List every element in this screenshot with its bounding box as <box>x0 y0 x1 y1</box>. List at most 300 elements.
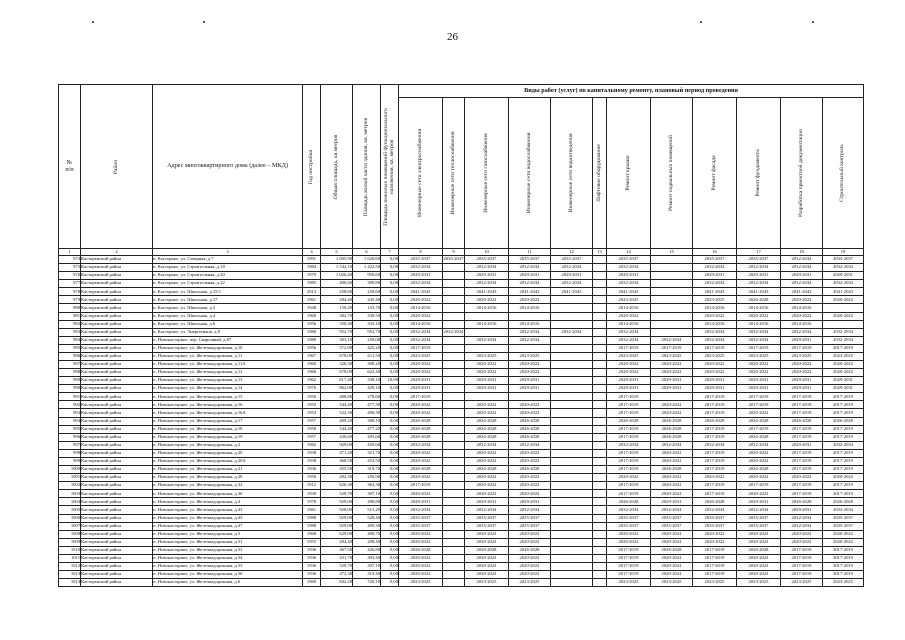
work-period-cell: 2026-2028 <box>399 546 443 554</box>
work-period-cell: 2035-2037 <box>651 514 693 522</box>
nonres-area-cell: 0,00 <box>381 579 399 587</box>
table-row <box>59 385 864 393</box>
page-number: 26 <box>447 31 458 43</box>
district-cell: Касторенский район <box>81 562 153 570</box>
table-row <box>59 482 864 490</box>
work-period-cell: 2032-2034 <box>399 264 443 272</box>
work-period-cell: 2017-2019 <box>823 466 864 474</box>
work-period-cell: 2014-2016 <box>737 304 781 312</box>
work-period-cell <box>551 361 593 369</box>
address-cell: п. Новокасторное, ул. Железнодорожная, д.54 <box>153 554 303 562</box>
table-row <box>59 344 864 352</box>
work-period-cell: 2026-2028 <box>737 546 781 554</box>
work-period-cell: 2020-2022 <box>509 530 551 538</box>
work-period-cell: 2032-2034 <box>823 506 864 514</box>
table-row <box>59 336 864 344</box>
work-period-cell: 2026-2028 <box>399 417 443 425</box>
work-period-cell <box>443 336 465 344</box>
work-period-cell: 2020-2022 <box>509 361 551 369</box>
nonres-area-cell: 0,00 <box>381 264 399 272</box>
work-period-cell <box>593 474 607 482</box>
work-period-cell: 2020-2022 <box>781 312 823 320</box>
total-area-cell: 929,00 <box>321 522 353 530</box>
work-period-cell <box>593 377 607 385</box>
living-area-cell: 528,40 <box>353 514 381 522</box>
table-row <box>59 441 864 449</box>
table-row <box>59 417 864 425</box>
work-period-cell: 2020-2022 <box>823 369 864 377</box>
living-area-cell: 208,40 <box>353 538 381 546</box>
address-cell: п. Новокасторное, ул. Железнодорожная, д.28 <box>153 474 303 482</box>
work-period-cell: 2017-2019 <box>823 409 864 417</box>
year-cell: 1957 <box>303 433 321 441</box>
work-period-cell: 2020-2022 <box>607 538 651 546</box>
work-period-cell <box>651 320 693 328</box>
year-cell: 1961 <box>303 506 321 514</box>
work-period-cell: 2020-2022 <box>509 457 551 465</box>
work-period-cell <box>551 425 593 433</box>
year-cell: 1962 <box>303 377 321 385</box>
nonres-area-cell: 0,00 <box>381 385 399 393</box>
work-period-cell: 2020-2022 <box>399 554 443 562</box>
address-cell: п. Новокасторное, ул. Железнодорожная, д.11А <box>153 361 303 369</box>
work-period-cell: 2020-2022 <box>607 530 651 538</box>
work-period-cell <box>551 466 593 474</box>
nonres-area-cell: 18,90 <box>381 377 399 385</box>
work-period-cell: 2017-2019 <box>607 449 651 457</box>
work-period-cell <box>551 514 593 522</box>
address-cell: п. Новокасторное, ул. Железнодорожная, д.10 <box>153 344 303 352</box>
column-number: 18 <box>781 249 823 256</box>
row-number: 991 <box>59 393 81 401</box>
nonres-area-cell: 0,00 <box>381 530 399 538</box>
total-area-cell: 490,60 <box>321 280 353 288</box>
row-number: 979 <box>59 296 81 304</box>
work-period-cell: 2035-2037 <box>651 522 693 530</box>
work-period-cell: 2023-2025 <box>607 296 651 304</box>
work-period-cell: 2029-2031 <box>693 272 737 280</box>
table-row <box>59 514 864 522</box>
living-area-cell: 720,10 <box>353 579 381 587</box>
work-period-cell: 2017-2019 <box>823 490 864 498</box>
total-area-cell: 431,70 <box>321 554 353 562</box>
work-period-cell: 2017-2019 <box>607 466 651 474</box>
work-period-cell <box>443 466 465 474</box>
column-number: 8 <box>399 249 443 256</box>
work-period-cell: 2032-2034 <box>693 441 737 449</box>
work-period-cell <box>593 530 607 538</box>
work-period-cell: 2017-2019 <box>781 571 823 579</box>
district-cell: Касторенский район <box>81 530 153 538</box>
total-area-cell: 629,00 <box>321 530 353 538</box>
work-period-cell <box>551 417 593 425</box>
work-period-cell: 2017-2019 <box>607 571 651 579</box>
work-period-cell <box>593 401 607 409</box>
district-cell: Касторенский район <box>81 393 153 401</box>
year-cell: 1988 <box>303 522 321 530</box>
work-period-cell: 2020-2022 <box>465 562 509 570</box>
work-period-cell <box>551 562 593 570</box>
work-period-cell: 2032-2034 <box>781 514 823 522</box>
address-cell: п. Новокасторное, пер. Сварочный, д.87 <box>153 336 303 344</box>
row-number: 989 <box>59 377 81 385</box>
total-area-cell: 862,00 <box>321 385 353 393</box>
table-row <box>59 288 864 296</box>
work-period-cell: 2017-2019 <box>781 466 823 474</box>
work-period-cell: 2029-2031 <box>607 385 651 393</box>
work-period-cell <box>593 433 607 441</box>
total-area-cell: 409,20 <box>321 417 353 425</box>
living-area-cell: 1 620,60 <box>353 256 381 264</box>
address-cell: п. Касторное, ул. Строительная, д.22 <box>153 280 303 288</box>
work-period-cell: 2032-2034 <box>823 280 864 288</box>
work-period-cell: 2020-2022 <box>693 474 737 482</box>
work-period-cell: 2017-2019 <box>607 433 651 441</box>
year-cell: 1953 <box>303 409 321 417</box>
column-number: 3 <box>153 249 303 256</box>
work-period-cell: 2041-2043 <box>781 288 823 296</box>
nonres-area-cell: 0,00 <box>381 328 399 336</box>
col-header-work-10 <box>737 98 781 249</box>
year-cell: 1938 <box>303 457 321 465</box>
work-period-cell: 2017-2019 <box>607 409 651 417</box>
work-period-cell: 2026-2028 <box>737 417 781 425</box>
nonres-area-cell: 0,00 <box>381 474 399 482</box>
row-number: 992 <box>59 401 81 409</box>
total-area-cell: 1 542,10 <box>321 264 353 272</box>
work-period-cell: 2029-2031 <box>781 385 823 393</box>
nonres-area-cell: 0,00 <box>381 417 399 425</box>
work-period-cell: 2032-2034 <box>399 441 443 449</box>
work-period-cell: 2035-2037 <box>693 522 737 530</box>
work-period-cell: 2014-2016 <box>509 304 551 312</box>
address-cell: п. Новокасторное, ул. Железнодорожная, д.20А <box>153 457 303 465</box>
address-cell: п. Новокасторное, ул. Железнодорожная, д.5 <box>153 530 303 538</box>
work-period-cell: 2023-2025 <box>465 579 509 587</box>
work-period-cell: 2017-2019 <box>693 344 737 352</box>
address-cell: п. Новокасторное, ул. Железнодорожная, д.4 <box>153 498 303 506</box>
living-area-cell: 499,30 <box>353 522 381 530</box>
address-cell: п. Новокасторное, ул. Железнодорожная, д.45 <box>153 514 303 522</box>
work-period-cell <box>593 256 607 264</box>
work-period-cell: 2020-2022 <box>465 482 509 490</box>
nonres-area-cell: 0,00 <box>381 304 399 312</box>
work-period-cell: 2032-2034 <box>509 441 551 449</box>
work-period-cell <box>551 320 593 328</box>
year-cell: 1958 <box>303 425 321 433</box>
work-period-cell: 2020-2022 <box>399 361 443 369</box>
work-period-cell: 2029-2031 <box>399 272 443 280</box>
district-cell: Касторенский район <box>81 514 153 522</box>
district-cell: Касторенский район <box>81 296 153 304</box>
work-period-cell <box>651 288 693 296</box>
district-cell: Касторенский район <box>81 280 153 288</box>
work-period-cell: 2035-2037 <box>465 256 509 264</box>
column-number: 19 <box>823 249 864 256</box>
work-period-cell: 2020-2022 <box>737 554 781 562</box>
work-period-cell: 2017-2019 <box>693 449 737 457</box>
work-period-cell: 2017-2019 <box>693 401 737 409</box>
total-area-cell: 284,40 <box>321 296 353 304</box>
work-period-cell: 2029-2031 <box>737 377 781 385</box>
work-period-cell: 2032-2034 <box>607 336 651 344</box>
year-cell: 1982 <box>303 441 321 449</box>
work-period-cell: 2026-2028 <box>465 466 509 474</box>
row-number: 987 <box>59 361 81 369</box>
work-period-cell: 2026-2028 <box>781 498 823 506</box>
total-area-cell: 472,30 <box>321 571 353 579</box>
nonres-area-cell: 0,00 <box>381 546 399 554</box>
district-cell: Касторенский район <box>81 449 153 457</box>
work-period-cell: 2041-2043 <box>399 288 443 296</box>
work-period-cell: 2026-2028 <box>509 425 551 433</box>
nonres-area-cell: 0,00 <box>381 256 399 264</box>
work-period-cell: 2020-2022 <box>823 474 864 482</box>
work-period-cell: 2041-2043 <box>737 288 781 296</box>
living-area-cell: 956,60 <box>353 272 381 280</box>
work-period-cell: 2035-2037 <box>607 522 651 530</box>
column-number: 15 <box>651 249 693 256</box>
work-period-cell <box>443 514 465 522</box>
work-period-cell: 2020-2022 <box>693 312 737 320</box>
living-area-cell: 453,50 <box>353 457 381 465</box>
total-area-cell: 529,70 <box>321 490 353 498</box>
work-period-cell <box>593 457 607 465</box>
row-number: 976 <box>59 272 81 280</box>
work-period-cell: 2032-2034 <box>823 328 864 336</box>
work-period-cell: 2017-2019 <box>823 425 864 433</box>
work-period-cell: 2017-2019 <box>823 571 864 579</box>
row-number: 981 <box>59 312 81 320</box>
work-period-cell: 2020-2022 <box>465 457 509 465</box>
work-period-cell: 2020-2022 <box>465 401 509 409</box>
col-header-work-2-text: Инженерные сети теплоснабжения <box>449 131 456 215</box>
table-body <box>59 249 864 587</box>
work-period-cell <box>551 498 593 506</box>
work-period-cell: 2026-2028 <box>737 296 781 304</box>
district-cell: Касторенский район <box>81 571 153 579</box>
table-row <box>59 256 864 264</box>
address-cell: п. Касторное, ул. Строительная, д.20 <box>153 272 303 280</box>
table-row <box>59 571 864 579</box>
year-cell: 1979 <box>303 272 321 280</box>
work-period-cell <box>551 369 593 377</box>
work-period-cell: 2017-2019 <box>823 554 864 562</box>
work-period-cell: 2032-2034 <box>551 280 593 288</box>
row-number: 975 <box>59 264 81 272</box>
work-period-cell: 2020-2022 <box>737 449 781 457</box>
work-period-cell: 2020-2022 <box>651 449 693 457</box>
work-period-cell <box>443 304 465 312</box>
work-period-cell: 2020-2022 <box>509 490 551 498</box>
work-period-cell: 2020-2022 <box>737 474 781 482</box>
work-period-cell: 2020-2022 <box>651 482 693 490</box>
nonres-area-cell: 0,00 <box>381 320 399 328</box>
work-period-cell: 2020-2022 <box>823 312 864 320</box>
work-period-cell <box>593 320 607 328</box>
work-period-cell: 2017-2019 <box>737 425 781 433</box>
living-area-cell: 308,10 <box>353 417 381 425</box>
work-period-cell: 2035-2037 <box>607 256 651 264</box>
address-cell: п. Новокасторное, ул. Железнодорожная, д.56 <box>153 571 303 579</box>
table-row <box>59 498 864 506</box>
total-area-cell: 929,00 <box>321 514 353 522</box>
work-period-cell: 2032-2034 <box>399 280 443 288</box>
nonres-area-cell: 0,00 <box>381 554 399 562</box>
address-cell: п. Новокасторное, ул. Железнодорожная, д.47 <box>153 522 303 530</box>
work-period-cell <box>443 401 465 409</box>
work-period-cell: 2026-2028 <box>509 433 551 441</box>
work-period-cell: 2026-2028 <box>509 546 551 554</box>
header-row-group <box>59 85 864 98</box>
work-period-cell: 2029-2031 <box>509 498 551 506</box>
work-period-cell <box>593 409 607 417</box>
work-period-cell: 2017-2019 <box>693 546 737 554</box>
work-period-cell <box>593 490 607 498</box>
work-period-cell: 2023-2025 <box>465 352 509 360</box>
col-header-work-10-text: Ремонт фундамента <box>754 149 761 197</box>
work-period-cell: 2023-2025 <box>693 579 737 587</box>
work-period-cell: 2020-2022 <box>465 474 509 482</box>
year-cell: 1956 <box>303 344 321 352</box>
year-cell: 1966 <box>303 369 321 377</box>
work-period-cell <box>651 264 693 272</box>
work-period-cell: 2020-2022 <box>651 369 693 377</box>
column-number: 6 <box>353 249 381 256</box>
work-period-cell: 2020-2022 <box>509 538 551 546</box>
address-cell: п. Новокасторное, ул. Железнодорожная, д.12 <box>153 369 303 377</box>
work-period-cell: 2032-2034 <box>399 506 443 514</box>
work-period-cell <box>651 328 693 336</box>
work-period-cell: 2029-2031 <box>651 377 693 385</box>
work-period-cell: 2020-2022 <box>737 457 781 465</box>
work-period-cell: 2017-2019 <box>781 546 823 554</box>
work-period-cell: 2017-2019 <box>737 482 781 490</box>
col-header-district-text: Район <box>112 159 119 174</box>
work-period-cell <box>593 498 607 506</box>
row-number: 1002 <box>59 482 81 490</box>
year-cell: 1936 <box>303 571 321 579</box>
work-period-cell: 2032-2034 <box>607 328 651 336</box>
living-area-cell: 515,20 <box>353 506 381 514</box>
work-period-cell: 2035-2037 <box>551 256 593 264</box>
work-period-cell <box>593 522 607 530</box>
work-period-cell <box>443 474 465 482</box>
work-period-cell <box>551 457 593 465</box>
work-period-cell: 2020-2022 <box>737 312 781 320</box>
living-area-cell: 363,30 <box>353 482 381 490</box>
col-header-work-5-text: Инженерные сети водоотведения <box>567 133 574 213</box>
work-period-cell: 2029-2031 <box>509 385 551 393</box>
work-period-cell <box>551 433 593 441</box>
work-period-cell: 2026-2028 <box>509 466 551 474</box>
total-area-cell: 471,20 <box>321 449 353 457</box>
living-area-cell: 611,50 <box>353 352 381 360</box>
work-period-cell: 2032-2034 <box>509 264 551 272</box>
work-period-cell: 2026-2028 <box>651 433 693 441</box>
work-period-cell <box>443 530 465 538</box>
work-period-cell: 2029-2031 <box>551 272 593 280</box>
work-period-cell <box>651 304 693 312</box>
district-cell: Касторенский район <box>81 409 153 417</box>
row-number: 995 <box>59 425 81 433</box>
work-period-cell <box>593 571 607 579</box>
work-period-cell: 2032-2034 <box>823 264 864 272</box>
work-period-cell: 2041-2043 <box>823 288 864 296</box>
work-period-cell: 2032-2034 <box>651 441 693 449</box>
work-period-cell <box>443 361 465 369</box>
work-period-cell: 2017-2019 <box>693 409 737 417</box>
work-period-cell: 2032-2034 <box>443 328 465 336</box>
district-cell: Касторенский район <box>81 579 153 587</box>
living-area-cell: 429,10 <box>353 385 381 393</box>
address-cell: п. Касторное, ул. Школьная, д.3 <box>153 304 303 312</box>
work-period-cell: 2029-2031 <box>781 272 823 280</box>
work-period-cell: 2032-2034 <box>551 328 593 336</box>
col-header-work-1-text: Инженерные сети электроснабжения <box>416 128 423 218</box>
district-cell: Касторенский район <box>81 457 153 465</box>
table-row <box>59 320 864 328</box>
total-area-cell: 928,00 <box>321 506 353 514</box>
work-period-cell: 2020-2022 <box>693 530 737 538</box>
col-header-district <box>81 85 153 249</box>
work-period-cell: 2017-2019 <box>781 449 823 457</box>
district-cell: Касторенский район <box>81 441 153 449</box>
total-area-cell: 544,40 <box>321 425 353 433</box>
work-period-cell: 2026-2028 <box>399 425 443 433</box>
work-period-cell <box>551 377 593 385</box>
col-header-work-12-text: Строительный контроль <box>839 144 846 202</box>
work-period-cell: 2029-2031 <box>693 377 737 385</box>
nonres-area-cell: 0,00 <box>381 425 399 433</box>
total-area-cell: 842,20 <box>321 579 353 587</box>
col-header-living-area <box>353 85 381 249</box>
total-area-cell: 1 026,40 <box>321 272 353 280</box>
work-period-cell <box>509 393 551 401</box>
address-cell: п. Касторное, ул. Энергетиков, д.8 <box>153 328 303 336</box>
row-number: 1011 <box>59 554 81 562</box>
work-period-cell: 2020-2022 <box>465 530 509 538</box>
nonres-area-cell: 0,00 <box>381 538 399 546</box>
work-period-cell: 2020-2022 <box>737 530 781 538</box>
nonres-area-cell: 0,00 <box>381 272 399 280</box>
work-period-cell <box>593 562 607 570</box>
row-number: 983 <box>59 328 81 336</box>
nonres-area-cell: 0,00 <box>381 498 399 506</box>
work-period-cell <box>551 490 593 498</box>
work-period-cell: 2029-2031 <box>781 336 823 344</box>
work-period-cell: 2014-2016 <box>693 304 737 312</box>
work-period-cell: 2020-2022 <box>737 562 781 570</box>
address-cell: п. Новокасторное, ул. Железнодорожная, д.21 <box>153 466 303 474</box>
district-cell: Касторенский район <box>81 385 153 393</box>
work-period-cell <box>551 344 593 352</box>
address-cell: п. Новокасторное, ул. Железнодорожная, д.51 <box>153 538 303 546</box>
work-period-cell <box>593 466 607 474</box>
work-period-cell: 2029-2031 <box>823 377 864 385</box>
year-cell: 1936 <box>303 554 321 562</box>
total-area-cell: 929,00 <box>321 441 353 449</box>
work-period-cell: 2032-2034 <box>693 280 737 288</box>
row-number: 1003 <box>59 490 81 498</box>
work-period-cell: 2020-2022 <box>737 571 781 579</box>
district-cell: Касторенский район <box>81 401 153 409</box>
work-period-cell <box>443 457 465 465</box>
table-row <box>59 579 864 587</box>
col-header-work-9-text: Ремонт фасада <box>710 155 717 191</box>
work-period-cell: 2026-2028 <box>509 417 551 425</box>
living-area-cell: 333,10 <box>353 320 381 328</box>
